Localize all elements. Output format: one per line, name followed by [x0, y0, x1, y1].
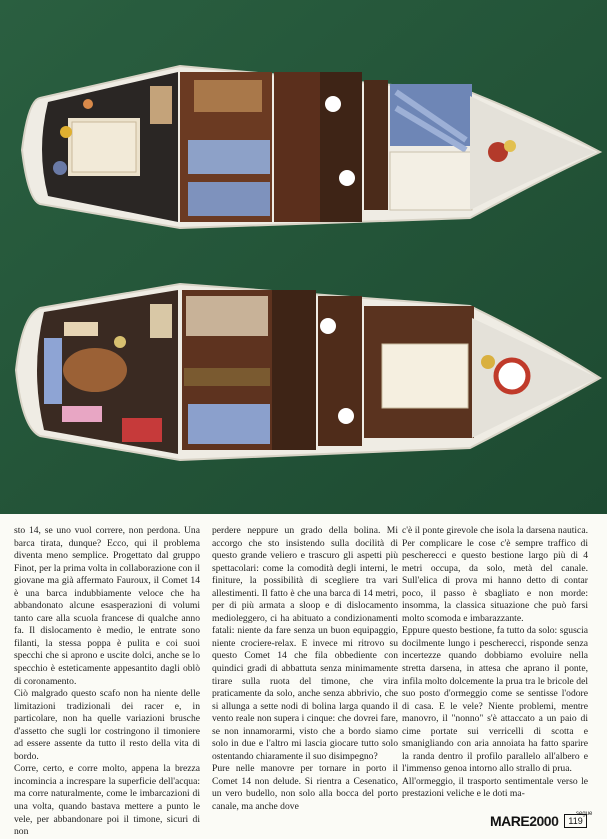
- column-text: perdere neppure un grado della bolina. Mi accorgo che sto insistendo sulla docilità di questo grande veliero e trascuro gli aspetti più spettacolari: come la comodità degli interni, le finiture, la possibilità di scegliere tra vari allestimenti. Il fatto è che una barca di 14 metri, per di più armata a sloop e di dislocamento medioleggero, ci ha abituato a condizionamenti fatali: niente da fare senza un buon equipaggio, niente crociere-relax. E invece mi ritrovo su questo Comet 14 che fila obbediente con quindici gradi di abbattuta senza minimamente tirare sulla ruota del timone, che vira praticamente da solo, anche senza abbrivio, che si allunga a sette nodi di bolina larga quando il vento reale non supera i cinque: che dovrei fare, se non innamorarmi, visto che a bordo siamo solo in due e l'altro mi lascia giocare tutto solo ostentando chiaramente il suo disimpegno? Pure nelle manovre per tornare in porto il Comet 14 non delude. Si rientra a Cesenatico, un vero budello, non solo alla bocca del porto canale, ma anche dove: [212, 525, 398, 813]
- magazine-logo: [490, 813, 558, 829]
- column-text: c'è il ponte girevole che isola la darsena nautica. Per complicare le cose c'è sempre traffico di pescherecci e questo bestione largo più di 4 metri occupa, da solo, metà del canale. Sull'elica di prova mi hanno detto di contar poco, il passo è sbagliato e non morde: insomma, la classica situazione che può farsi molto scomoda e imbarazzante. Eppure questo bestione, fa tutto da solo: sguscia docilmente lungo i pescherecci, risponde senza incertezze quando dobbiamo evoluire nella stretta darsena, in attesa che aprano il ponte, infila molto dolcemente la prua tra le bricole del suo posto d'ormeggio come se sentisse l'odore di casa. E le vele? Niente problemi, mentre manovro, il "nonno" s'è attaccato a un paio di cime portate sui verricelli di scotta e smanigliando con aria annoiata ha fatto sparire la randa dentro il profilo parallelo all'albero e l'immenso genoa intorno allo strallo di prua. All'ormeggio, il trasporto sentimentale verso le prestazioni veliche e le doti ma-: [402, 525, 588, 800]
- page-number: 119: [564, 814, 586, 828]
- logo-word: MARE: [490, 813, 530, 829]
- article-column-3: [402, 525, 588, 801]
- continues-label: segue: [576, 811, 593, 817]
- logo-number: 2000: [529, 813, 559, 829]
- article-column-1: [14, 525, 200, 839]
- page-footer: [490, 813, 587, 829]
- article-column-2: [212, 525, 398, 814]
- column-text: sto 14, se uno vuol correre, non perdona. Una barca tirata, dunque? Ecco, qui il problema diventa meno semplice. Progettato dal gruppo Finot, per la prima volta in collaborazione con il giovane ma già affermato Fauroux, il Comet 14 è una barca indubbiamente veloce che ha abbandonato alcune esasperazioni di volumi tanto care alla scuola francese di qualche anno fa. Il dislocamento è medio, le entrate sono filanti, la stessa poppa è pulita e coi suoi specchi che si aprono e uscite dolci, anche se lo specchio è esteticamente appesantito dagli oblò di coronamento. Ciò malgrado questo scafo non ha niente delle limitazioni tradizionali dei racer e, in particolare, non ha quelle variazioni brusche d'assetto che sugli lor costringono il timoniere ad essere assente da tutto il resto della vita di bordo. Corre, certo, e corre molto, appena la brezza incomincia a increspare la superficie dell'acqua: ma corre naturalmente, come le imbarcazioni di una volta, quando bastava mettere a punto le vele, per abbandonare poi il timone, sicuri di non: [14, 525, 200, 838]
